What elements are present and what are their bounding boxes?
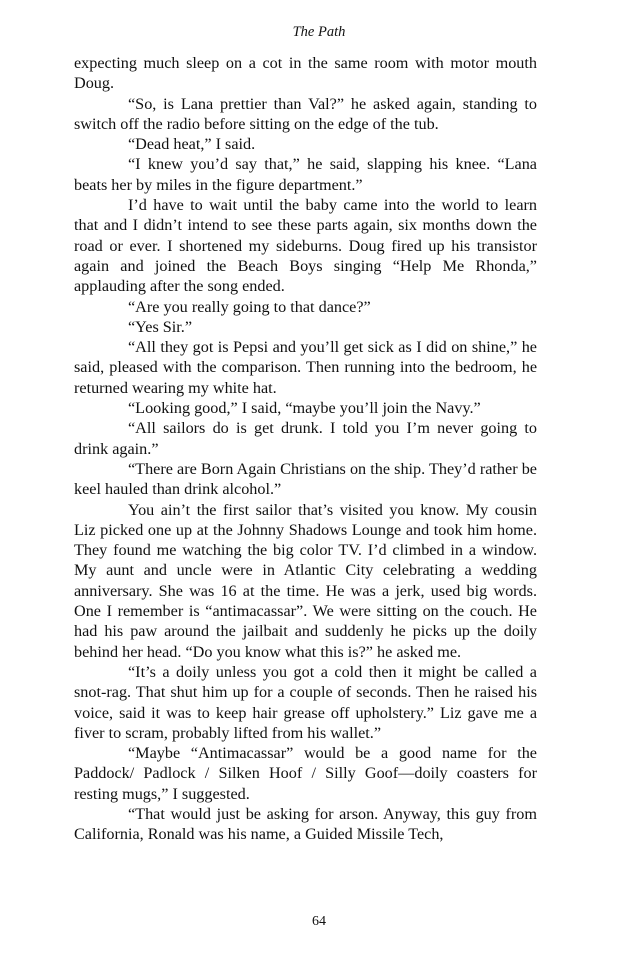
paragraph: “Dead heat,” I said. [128, 135, 256, 154]
paragraph: I’d have to wait until the baby came into the world to learn that and I didn’t intend to see these parts again, six months down the road or ever. I shortened my sideburns. Doug fired up his transistor again and joined the Beach Boys singing “Help Me Rhonda,” applauding after the song ended. [74, 196, 537, 296]
page-number: 64 [312, 914, 326, 929]
paragraph: “Looking good,” I said, “maybe you’ll join the Navy.” [128, 399, 481, 418]
paragraph: expecting much sleep on a cot in the same room with motor mouth Doug. [74, 54, 537, 93]
paragraph: “I knew you’d say that,” he said, slapping his knee. “Lana beats her by miles in the figure department.” [74, 155, 537, 194]
paragraph: “All they got is Pepsi and you’ll get sick as I did on shine,” he said, pleased with the comparison. Then running into the bedroom, he returned wearing my white hat. [74, 338, 537, 397]
paragraph: “There are Born Again Christians on the ship. They’d rather be keel hauled than drink alcohol.” [74, 459, 537, 499]
paragraph: “That would just be asking for arson. Anyway, this guy from California, Ronald was his name, a Guided Missile Tech, [74, 804, 537, 844]
running-header: The Path [292, 24, 346, 40]
paragraph: “Are you really going to that dance?” [128, 297, 371, 316]
paragraph: “Maybe “Antimacassar” would be a good name for the Paddock/ Padlock / Silken Hoof / Silly Goof—doily coasters for resting mugs,” I suggested. [74, 744, 537, 803]
paragraph: “So, is Lana prettier than Val?” he asked again, standing to switch off the radio before sitting on the edge of the tub. [74, 94, 537, 133]
paragraph: “All sailors do is get drunk. I told you I’m never going to drink again.” [74, 419, 537, 458]
paragraph: You ain’t the first sailor that’s visited you know. My cousin Liz picked one up at the Johnny Shadows Lounge and took him home. They found me watching the big color TV. I’d climbed in a window. My aunt and uncle were in Atlantic City celebrating a wedding anniversary. She was 16 at the time. He was a jerk, used big words. One I remember is “antimacassar”. We were sitting on the couch. He had his paw around the jailbait and suddenly he picks up the doily behind her head. “Do you know what this is?” he asked me. [74, 500, 537, 661]
body-text [74, 53, 537, 845]
paragraph: “Yes Sir.” [128, 317, 193, 336]
paragraph: “It’s a doily unless you got a cold then it might be called a snot-rag. That shut him up for a couple of seconds. Then he raised his voice, said it was to keep hair grease off upholstery.” Liz gave me a fiver to scram, probably lifted from his wallet.” [74, 662, 537, 742]
